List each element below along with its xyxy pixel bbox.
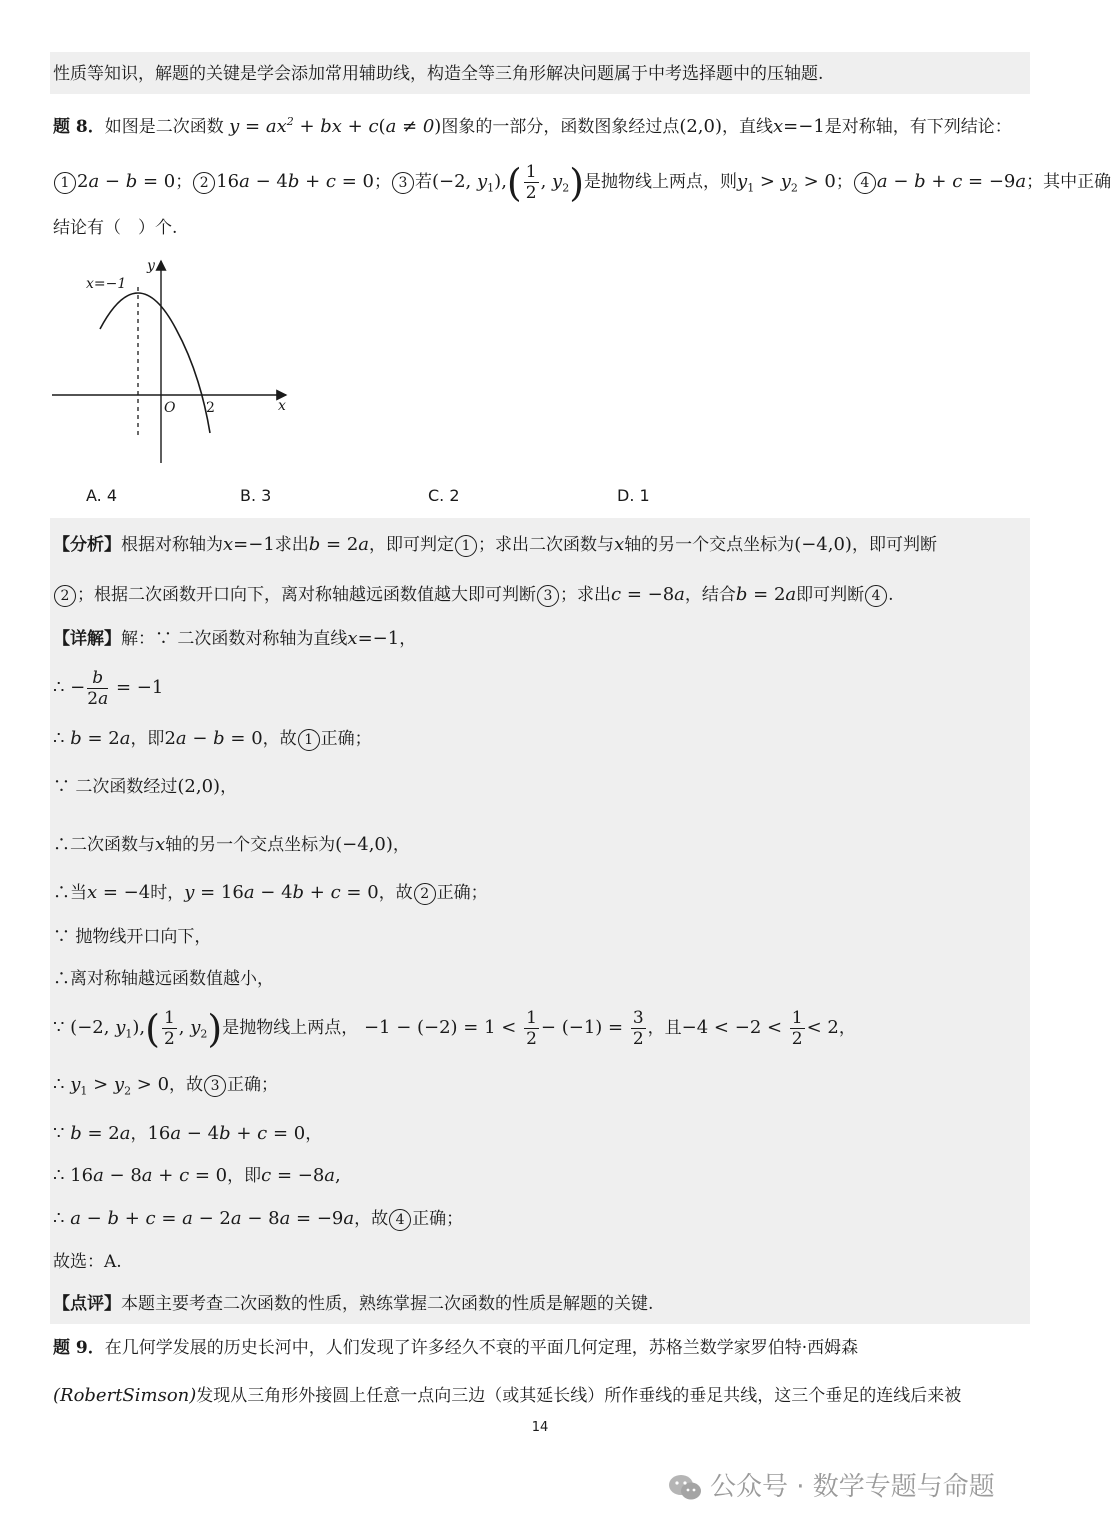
q8-stem-line1: 题 8．如图是二次函数 $y = ax^2$ + bx + c(a ≠ 0)图象的一部分，函数图象经过点(2,0)，直线x=−1是对称轴，有下列结论： bbox=[53, 115, 1012, 137]
watermark bbox=[668, 1466, 995, 1503]
detail-line3: ∴ b = 2a，即2a − b = 0，故 1 正确； bbox=[53, 728, 372, 749]
q8-label: 题 8． bbox=[53, 117, 105, 137]
detail-line13: ∴ a − b + c = a − 2a − 8a = −9a，故 4 正确； bbox=[53, 1208, 464, 1229]
detail-line8: ∴离对称轴越远函数值越小， bbox=[53, 969, 274, 989]
analysis-line2: 2 ；根据二次函数开口向下，离对称轴越远函数值越大即可判断 3 ；求出c = −8a，结合b = 2a即可判断 4 . bbox=[53, 583, 894, 607]
analysis-line1: 【分析】根据对称轴为x=−1求出b = 2a，即可判定 1 ；求出二次函数与x轴的另一个交点坐标为(−4,0)，即可判断 bbox=[53, 534, 937, 555]
q9-label: 题 9． bbox=[53, 1338, 105, 1358]
detail-line12: ∴ 16a − 8a + c = 0，即c = −8a, bbox=[53, 1165, 341, 1186]
detail-line4: ∵ 二次函数经过(2,0)， bbox=[53, 776, 238, 797]
analysis-tag: 【分析】 bbox=[53, 535, 121, 555]
detail-answer: 故选：A. bbox=[53, 1252, 122, 1272]
y-label: y bbox=[147, 258, 155, 274]
detail-line2: ∴ − $\frac{b}{2a}$ = −1 bbox=[53, 668, 164, 709]
q8-equation: $y = ax^2$ + bx + c bbox=[229, 115, 379, 137]
detail-line7: ∵ 抛物线开口向下， bbox=[53, 927, 212, 947]
option-b[interactable]: B. 3 bbox=[240, 486, 272, 505]
parabola-graph bbox=[50, 255, 300, 470]
root-label: 2 bbox=[206, 400, 215, 416]
symmetry-label: x=−1 bbox=[86, 276, 127, 292]
watermark-text: 公众号 · 数学专题与命题 bbox=[710, 1472, 995, 1502]
comment-line: 【点评】本题主要考查二次函数的性质，熟练掌握二次函数的性质是解题的关键. bbox=[53, 1294, 654, 1314]
detail-line5: ∴二次函数与x轴的另一个交点坐标为(−4,0)， bbox=[53, 834, 410, 855]
parabola-curve bbox=[100, 293, 210, 433]
q8-conclusions: 1 2a − b = 0； 2 16a − 4b + c = 0； 3 若(−2, $y_1$),( $\frac{1}{2}$ , $y_2$)是抛物线上两点，则$y_1 > y_2 > 0$； 4 a − b + c = −9a；其中正确 bbox=[53, 162, 1111, 202]
detail-tag: 【详解】 bbox=[53, 629, 121, 649]
comment-tag: 【点评】 bbox=[53, 1294, 121, 1314]
q9-line1: 题 9．在几何学发展的历史长河中，人们发现了许多经久不衰的平面几何定理，苏格兰数学家罗伯特·西姆森 bbox=[53, 1338, 859, 1358]
q9-line2: (RobertSimson)发现从三角形外接圆上任意一点向三边（或其延长线）所作垂线的垂足共线，这三个垂足的连线后来被 bbox=[53, 1385, 962, 1406]
option-d[interactable]: D. 1 bbox=[617, 486, 650, 505]
page-number: 14 bbox=[531, 1420, 549, 1435]
detail-line9: ∵ (−2, $y_1$),( $\frac{1}{2}$ , $y_2$)是抛物线上两点， −1 − (−2) = 1 < $\frac{1}{2}$ − (−1) = $\frac{3}{2}$ ，且−4 < −2 < $\frac{1}{2}$ < 2， bbox=[53, 1006, 856, 1051]
wechat-icon bbox=[668, 1473, 702, 1503]
option-c[interactable]: C. 2 bbox=[428, 486, 460, 505]
origin-label: O bbox=[164, 400, 176, 416]
detail-line10: ∴ $y_1 > y_2 > 0$，故 3 正确； bbox=[53, 1074, 279, 1098]
detail-line11: ∵ b = 2a，16a − 4b + c = 0， bbox=[53, 1123, 323, 1144]
detail-line1: 【详解】解：∵ 二次函数对称轴为直线x=−1， bbox=[53, 628, 417, 649]
option-a[interactable]: A. 4 bbox=[86, 486, 118, 505]
detail-line6: ∴当x = −4时，y = 16a − 4b + c = 0，故 2 正确； bbox=[53, 882, 488, 903]
q8-stem-end: 结论有（ ）个. bbox=[53, 218, 178, 238]
prev-solution-tail: 性质等知识，解题的关键是学会添加常用辅助线，构造全等三角形解决问题属于中考选择题中的压轴题. bbox=[53, 64, 824, 84]
x-label: x bbox=[278, 398, 286, 414]
